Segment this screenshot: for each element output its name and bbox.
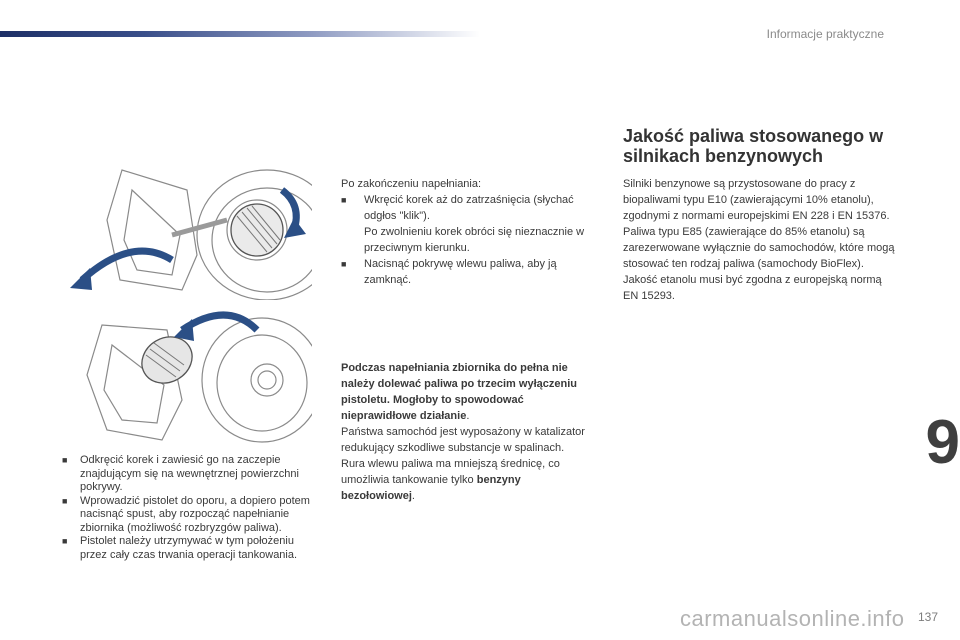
filler-pipe-text: Rura wlewu paliwa ma mniejszą średnicę, co umożliwia tankowanie tylko benzyny bezołowiowej. xyxy=(341,458,560,502)
bullet-icon: ■ xyxy=(62,455,68,465)
header-accent-bar xyxy=(0,31,480,37)
paragraph: Paliwa typu E85 (zawierające do 85% etanolu) są zarezerwowane wyłącznie do samochodów, które mogą stosować ten rodzaj paliwa (samochody BioFlex). Jakość etanolu musi być zgodna z europejską normą EN 15293. xyxy=(623,226,895,302)
fuel-cap-closing-illustration xyxy=(82,305,312,445)
list-item: ■ Wkręcić korek aż do zatrzaśnięcia (słychać odgłos "klik"). xyxy=(341,194,574,222)
refuelling-note: Podczas napełniania zbiornika do pełna nie należy dolewać paliwa po trzecim wyłączeniu pistoletu. Mogłoby to spowodować nieprawidłowe działanie. Państwa samochód jest wyposażony w katalizator redukujący szkodliwe substancje w spalinach. Rura wlewu paliwa ma mniejszą średnicę, co umożliwia tankowanie tylko benzyny bezołowiowej. xyxy=(341,360,596,504)
bullet-icon: ■ xyxy=(341,195,347,205)
list-item: ■ Odkręcić korek i zawiesić go na zaczepie znajdującym się na wewnętrznej powierzchni pokrywy. xyxy=(62,454,299,493)
list-item: ■ Wprowadzić pistolet do oporu, a dopiero potem nacisnąć spust, aby rozpocząć napełnianie zbiornika (możliwość rozbryzgów paliwa). xyxy=(62,494,310,534)
warning-text: Podczas napełniania zbiornika do pełna nie należy dolewać paliwa po trzecim wyłączeniu pistoletu. Mogłoby to spowodować nieprawidłowe działanie xyxy=(341,362,577,422)
list-item-continuation: Po zwolnieniu korek obróci się nieznacznie w przeciwnym kierunku. xyxy=(364,226,585,254)
fuel-quality-heading: Jakość paliwa stosowanego w silnikach benzynowych xyxy=(623,126,884,166)
refuelling-instructions xyxy=(62,454,317,562)
list-item: ■ Nacisnąć pokrywę wlewu paliwa, aby ją zamknąć. xyxy=(341,258,557,286)
catalyst-text: Państwa samochód jest wyposażony w katalizator redukujący szkodliwe substancje w spalinach. xyxy=(341,426,585,454)
page-number: 137 xyxy=(917,610,938,624)
section-title: Informacje praktyczne xyxy=(766,27,884,41)
chapter-number: 9 xyxy=(899,405,960,480)
watermark: carmanualsonline.info xyxy=(680,606,905,631)
after-refuelling-instructions xyxy=(341,176,596,288)
bullet-icon: ■ xyxy=(341,259,347,269)
fuel-cap-opening-illustration xyxy=(62,160,312,300)
paragraph: Silniki benzynowe są przystosowane do pracy z biopaliwami typu E10 (zawierającymi 10% etanolu), zgodnymi z normami europejskimi EN 228 i EN 15376. xyxy=(623,178,890,222)
bullet-icon: ■ xyxy=(62,495,68,506)
list-item: ■ Pistolet należy utrzymywać w tym położeniu przez cały czas trwania operacji tankowania. xyxy=(62,535,298,561)
bullet-icon: ■ xyxy=(62,536,68,546)
intro-text: Po zakończeniu napełniania: xyxy=(341,178,482,190)
fuel-quality-text xyxy=(623,176,898,304)
